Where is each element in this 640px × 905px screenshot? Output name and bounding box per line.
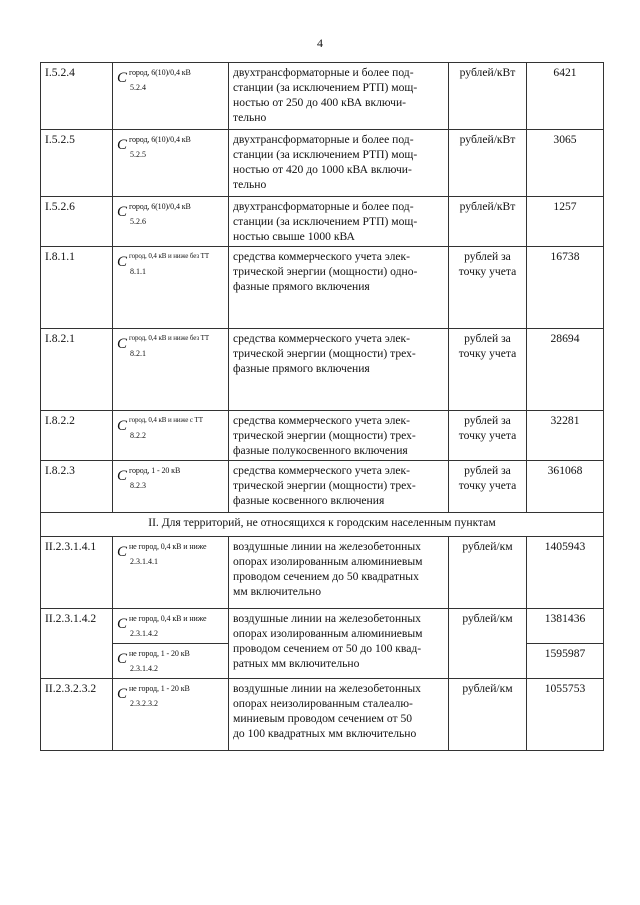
table-row	[41, 63, 604, 130]
symbol-superscript: не город, 0,4 кВ и ниже	[129, 614, 207, 623]
symbol-superscript: город, 0,4 кВ и ниже без ТТ	[129, 334, 209, 342]
table-row	[41, 411, 604, 461]
row-unit: рублей за точку учета	[449, 329, 527, 411]
tariff-table	[40, 62, 604, 751]
row-code: I.8.2.1	[41, 329, 113, 411]
symbol-cell	[113, 63, 229, 130]
symbol-cell	[113, 537, 229, 609]
symbol-subscript: 5.2.6	[130, 217, 146, 226]
row-unit: рублей/км	[449, 679, 527, 751]
row-code: II.2.3.2.3.2	[41, 679, 113, 751]
row-description: средства коммерческого учета элек- трической энергии (мощности) трех- фазные прямого включения	[229, 329, 449, 411]
symbol-cell	[113, 130, 229, 197]
row-value: 6421	[527, 63, 604, 130]
row-code: I.5.2.5	[41, 130, 113, 197]
symbol-cell	[113, 329, 229, 411]
symbol-letter: C	[117, 70, 128, 86]
symbol-superscript: не город, 1 - 20 кВ	[129, 649, 190, 658]
symbol-subscript: 8.2.1	[130, 349, 146, 358]
section-header-row	[41, 513, 604, 537]
tariff-symbol	[117, 646, 224, 676]
row-unit: рублей/км	[449, 537, 527, 609]
row-unit: рублей/кВт	[449, 63, 527, 130]
symbol-superscript: город, 6(10)/0,4 кВ	[129, 202, 191, 211]
table-row	[41, 609, 604, 644]
symbol-superscript: город, 6(10)/0,4 кВ	[129, 135, 191, 144]
symbol-cell	[113, 197, 229, 247]
row-unit: рублей/кВт	[449, 197, 527, 247]
row-description: двухтрансформаторные и более под- станции (за исключением РТП) мощ- ностью свыше 1000 кВА	[229, 197, 449, 247]
symbol-superscript: город, 6(10)/0,4 кВ	[129, 68, 191, 77]
symbol-cell	[113, 461, 229, 513]
symbol-subscript: 8.1.1	[130, 267, 146, 276]
row-description: средства коммерческого учета элек- трической энергии (мощности) трех- фазные полукосвенного включения	[229, 411, 449, 461]
tariff-symbol	[117, 132, 224, 162]
tariff-symbol	[117, 463, 224, 493]
symbol-subscript: 5.2.4	[130, 83, 146, 92]
row-unit: рублей/кВт	[449, 130, 527, 197]
symbol-superscript: город, 0,4 кВ и ниже без ТТ	[129, 252, 209, 260]
row-code: I.5.2.6	[41, 197, 113, 247]
tariff-symbol	[117, 611, 224, 641]
row-code: I.5.2.4	[41, 63, 113, 130]
table-row	[41, 329, 604, 411]
symbol-subscript: 8.2.2	[130, 431, 146, 440]
page-number: 4	[317, 36, 323, 50]
symbol-cell	[113, 679, 229, 751]
row-description: средства коммерческого учета элек- трической энергии (мощности) одно- фазные прямого включения	[229, 247, 449, 329]
symbol-superscript: город, 0,4 кВ и ниже с ТТ	[129, 416, 203, 424]
symbol-letter: C	[117, 336, 128, 352]
table-row	[41, 537, 604, 609]
tariff-symbol	[117, 65, 224, 95]
table-row	[41, 679, 604, 751]
row-value: 16738	[527, 247, 604, 329]
symbol-letter: C	[117, 204, 128, 220]
symbol-subscript: 2.3.1.4.2	[130, 664, 158, 673]
tariff-symbol	[117, 249, 224, 279]
row-value: 3065	[527, 130, 604, 197]
row-unit: рублей за точку учета	[449, 461, 527, 513]
symbol-superscript: не город, 1 - 20 кВ	[129, 684, 190, 693]
symbol-letter: C	[117, 468, 128, 484]
row-value: 1055753	[527, 679, 604, 751]
symbol-letter: C	[117, 254, 128, 270]
tariff-symbol	[117, 539, 224, 569]
row-code: I.8.2.3	[41, 461, 113, 513]
row-unit: рублей за точку учета	[449, 411, 527, 461]
symbol-subscript: 2.3.2.3.2	[130, 699, 158, 708]
table-row	[41, 247, 604, 329]
row-description: двухтрансформаторные и более под- станции (за исключением РТП) мощ- ностью от 250 до 400 кВА включи- тельно	[229, 63, 449, 130]
table-row	[41, 461, 604, 513]
symbol-subscript: 2.3.1.4.2	[130, 629, 158, 638]
tariff-symbol	[117, 199, 224, 229]
row-code: I.8.1.1	[41, 247, 113, 329]
symbol-cell	[113, 644, 229, 679]
row-description: воздушные линии на железобетонных опорах изолированным алюминиевым проводом сечением от 50 до 100 квад- ратных мм включительно	[229, 609, 449, 679]
symbol-letter: C	[117, 137, 128, 153]
tariff-symbol	[117, 331, 224, 361]
symbol-superscript: не город, 0,4 кВ и ниже	[129, 542, 207, 551]
row-description: двухтрансформаторные и более под- станции (за исключением РТП) мощ- ностью от 420 до 1000 кВА включи- тельно	[229, 130, 449, 197]
row-value: 1595987	[527, 644, 604, 679]
table-row	[41, 197, 604, 247]
row-value: 28694	[527, 329, 604, 411]
symbol-letter: C	[117, 651, 128, 667]
symbol-subscript: 5.2.5	[130, 150, 146, 159]
row-code: II.2.3.1.4.1	[41, 537, 113, 609]
row-description: воздушные линии на железобетонных опорах изолированным алюминиевым проводом сечением до 50 квадратных мм включительно	[229, 537, 449, 609]
symbol-letter: C	[117, 544, 128, 560]
row-code: II.2.3.1.4.2	[41, 609, 113, 679]
symbol-cell	[113, 609, 229, 644]
row-value: 1381436	[527, 609, 604, 644]
symbol-subscript: 8.2.3	[130, 481, 146, 490]
row-value: 1257	[527, 197, 604, 247]
symbol-cell	[113, 411, 229, 461]
row-value: 32281	[527, 411, 604, 461]
symbol-letter: C	[117, 686, 128, 702]
symbol-subscript: 2.3.1.4.1	[130, 557, 158, 566]
symbol-letter: C	[117, 616, 128, 632]
tariff-symbol	[117, 681, 224, 711]
row-value: 1405943	[527, 537, 604, 609]
row-value: 361068	[527, 461, 604, 513]
row-code: I.8.2.2	[41, 411, 113, 461]
symbol-superscript: город, 1 - 20 кВ	[129, 466, 181, 475]
symbol-cell	[113, 247, 229, 329]
row-unit: рублей/км	[449, 609, 527, 679]
tariff-symbol	[117, 413, 224, 443]
row-unit: рублей за точку учета	[449, 247, 527, 329]
table-row	[41, 130, 604, 197]
section-title: II. Для территорий, не относящихся к городским населенным пунктам	[41, 513, 604, 537]
row-description: средства коммерческого учета элек- трической энергии (мощности) трех- фазные косвенного включения	[229, 461, 449, 513]
row-description: воздушные линии на железобетонных опорах неизолированным сталеалю- миниевым проводом сечением от 50 до 100 квадратных мм включительно	[229, 679, 449, 751]
symbol-letter: C	[117, 418, 128, 434]
